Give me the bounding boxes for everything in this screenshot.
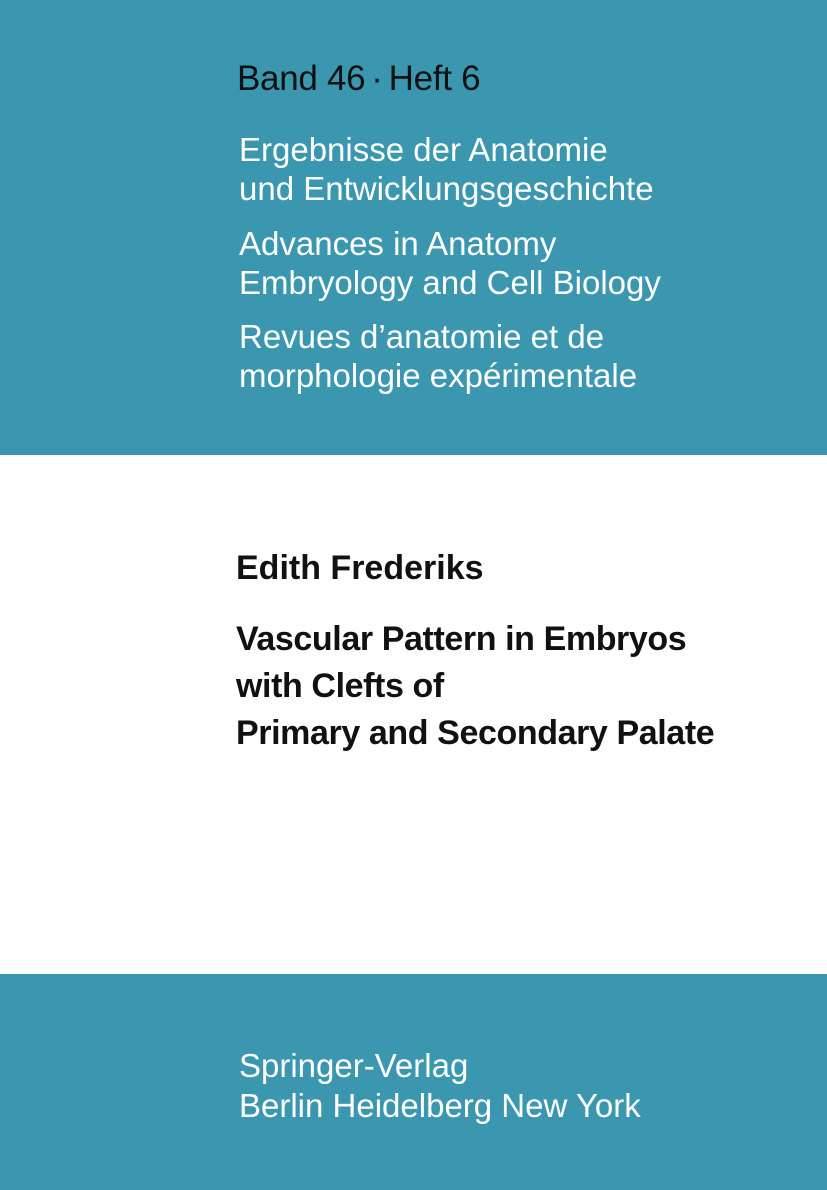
publisher-cities: Berlin Heidelberg New York [239, 1087, 641, 1124]
series-title-english [239, 224, 799, 302]
title-line: Primary and Secondary Palate [236, 714, 715, 752]
author-name: Edith Frederiks [236, 549, 484, 587]
publisher-block [239, 1046, 641, 1126]
series-line: morphologie expérimentale [239, 357, 638, 394]
volume-heft: Heft 6 [388, 59, 481, 98]
series-title-german [239, 130, 799, 208]
series-line: Advances in Anatomy [239, 225, 557, 262]
title-line: with Clefts of [236, 667, 444, 705]
publisher-name: Springer-Verlag [239, 1047, 469, 1084]
volume-separator: · [371, 59, 383, 98]
series-title-french [239, 317, 799, 395]
book-title [236, 616, 714, 757]
series-line: Revues d’anatomie et de [239, 318, 605, 355]
series-line: und Entwicklungsgeschichte [239, 170, 654, 207]
series-line: Ergebnisse der Anatomie [239, 131, 608, 168]
series-line: Embryology and Cell Biology [239, 264, 661, 301]
volume-heading [237, 56, 480, 102]
volume-band: Band 46 [237, 59, 366, 98]
title-line: Vascular Pattern in Embryos [236, 620, 687, 658]
